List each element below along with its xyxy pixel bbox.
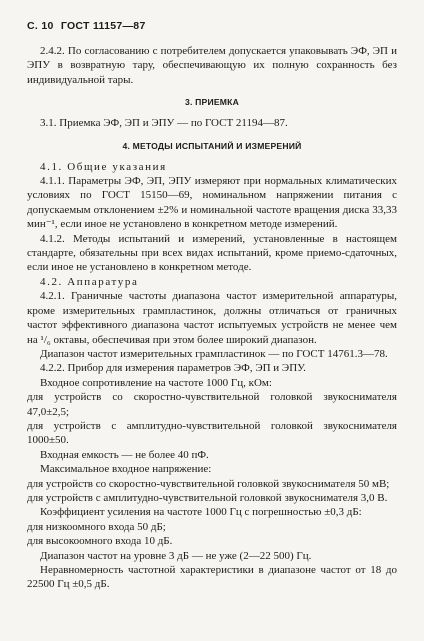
paragraph-4-1-2: 4.1.2. Методы испытаний и измерений, установленные в настоящем стандарте, обязательны при всех видах испытаний, кроме приемо-сдаточных, если иное не установлено в конкретном методе.: [27, 232, 397, 274]
paragraph-4-2-2: 4.2.2. Прибор для измерения параметров ЭФ, ЭП и ЭПУ.: [40, 362, 306, 375]
paragraph-input-capacitance: Входная емкость — не более 40 пФ.: [40, 448, 209, 461]
paragraph-gain-low-impedance: для низкоомного входа 50 дБ;: [27, 520, 166, 533]
paragraph-voltage-velocity: для устройств со скоростно-чувствительной головкой звукоснимателя 50 мВ;: [27, 477, 390, 490]
subsection-heading-equipment: 4.2. Аппаратура: [40, 275, 139, 288]
paragraph-nonuniformity: Неравномерность частотной характеристики в диапазоне частот от 18 до 22500 Гц ±0,5 дБ.: [27, 564, 397, 591]
page-header: [27, 20, 146, 32]
paragraph-3-1: 3.1. Приемка ЭФ, ЭП и ЭПУ — по ГОСТ 21194—87.: [40, 117, 288, 130]
paragraph-4-1-1: 4.1.1. Параметры ЭФ, ЭП, ЭПУ измеряют при нормальных климатических условиях по ГОСТ 15150—69, номинальном напряжении питания с допускаемым отклонением ±2% и номинальной частоте вращения диска 33,33 мин⁻¹, если иное не установлено в конкретном методе измерений.: [27, 175, 397, 231]
paragraph-input-resistance: Входное сопротивление на частоте 1000 Гц, кОм:: [40, 376, 272, 389]
paragraph-2-4-2: 2.4.2. По согласованию с потребителем допускается упаковывать ЭФ, ЭП и ЭПУ в возвратную тару, обеспечивающую их полную сохранность без индивидуальной тары.: [27, 45, 397, 86]
paragraph-resistance-amplitude: для устройств с амплитудно-чувствительной головкой звукоснимателя 1000±50.: [27, 419, 397, 447]
subsection-heading-general: 4.1. Общие указания: [40, 160, 167, 173]
paragraph-4-2-1: 4.2.1. Граничные частоты диапазона частот измерительной аппаратуры, кроме измерительных грампластинок, должны отличаться от граничных частот эффективного диапазона частот испытуемых устройств не менее чем на ¹/₆ октавы, обеспечивая при этом более широкий диапазон.: [27, 290, 397, 346]
paragraph-record-range: Диапазон частот измерительных грампластинок — по ГОСТ 14761.3—78.: [40, 347, 388, 360]
paragraph-gain-high-impedance: для высокоомного входа 10 дБ.: [27, 535, 173, 548]
page-number: С. 10: [27, 20, 54, 32]
section-heading-test-methods: 4. МЕТОДЫ ИСПЫТАНИЙ И ИЗМЕРЕНИЙ: [122, 140, 302, 151]
standard-code: ГОСТ 11157—87: [60, 20, 146, 32]
document-body: [27, 44, 397, 592]
section-heading-acceptance: 3. ПРИЕМКА: [185, 97, 239, 108]
paragraph-gain: Коэффициент усиления на частоте 1000 Гц с погрешностью ±0,3 дБ:: [40, 506, 362, 519]
paragraph-frequency-range: Диапазон частот на уровне 3 дБ — не уже (2—22 500) Гц.: [40, 549, 312, 562]
paragraph-voltage-amplitude: для устройств с амплитудно-чувствительной головкой звукоснимателя 3,0 В.: [27, 491, 388, 504]
paragraph-max-voltage: Максимальное входное напряжение:: [40, 463, 212, 476]
paragraph-resistance-velocity: для устройств со скоростно-чувствительной головкой звукоснимателя 47,0±2,5;: [27, 391, 397, 418]
